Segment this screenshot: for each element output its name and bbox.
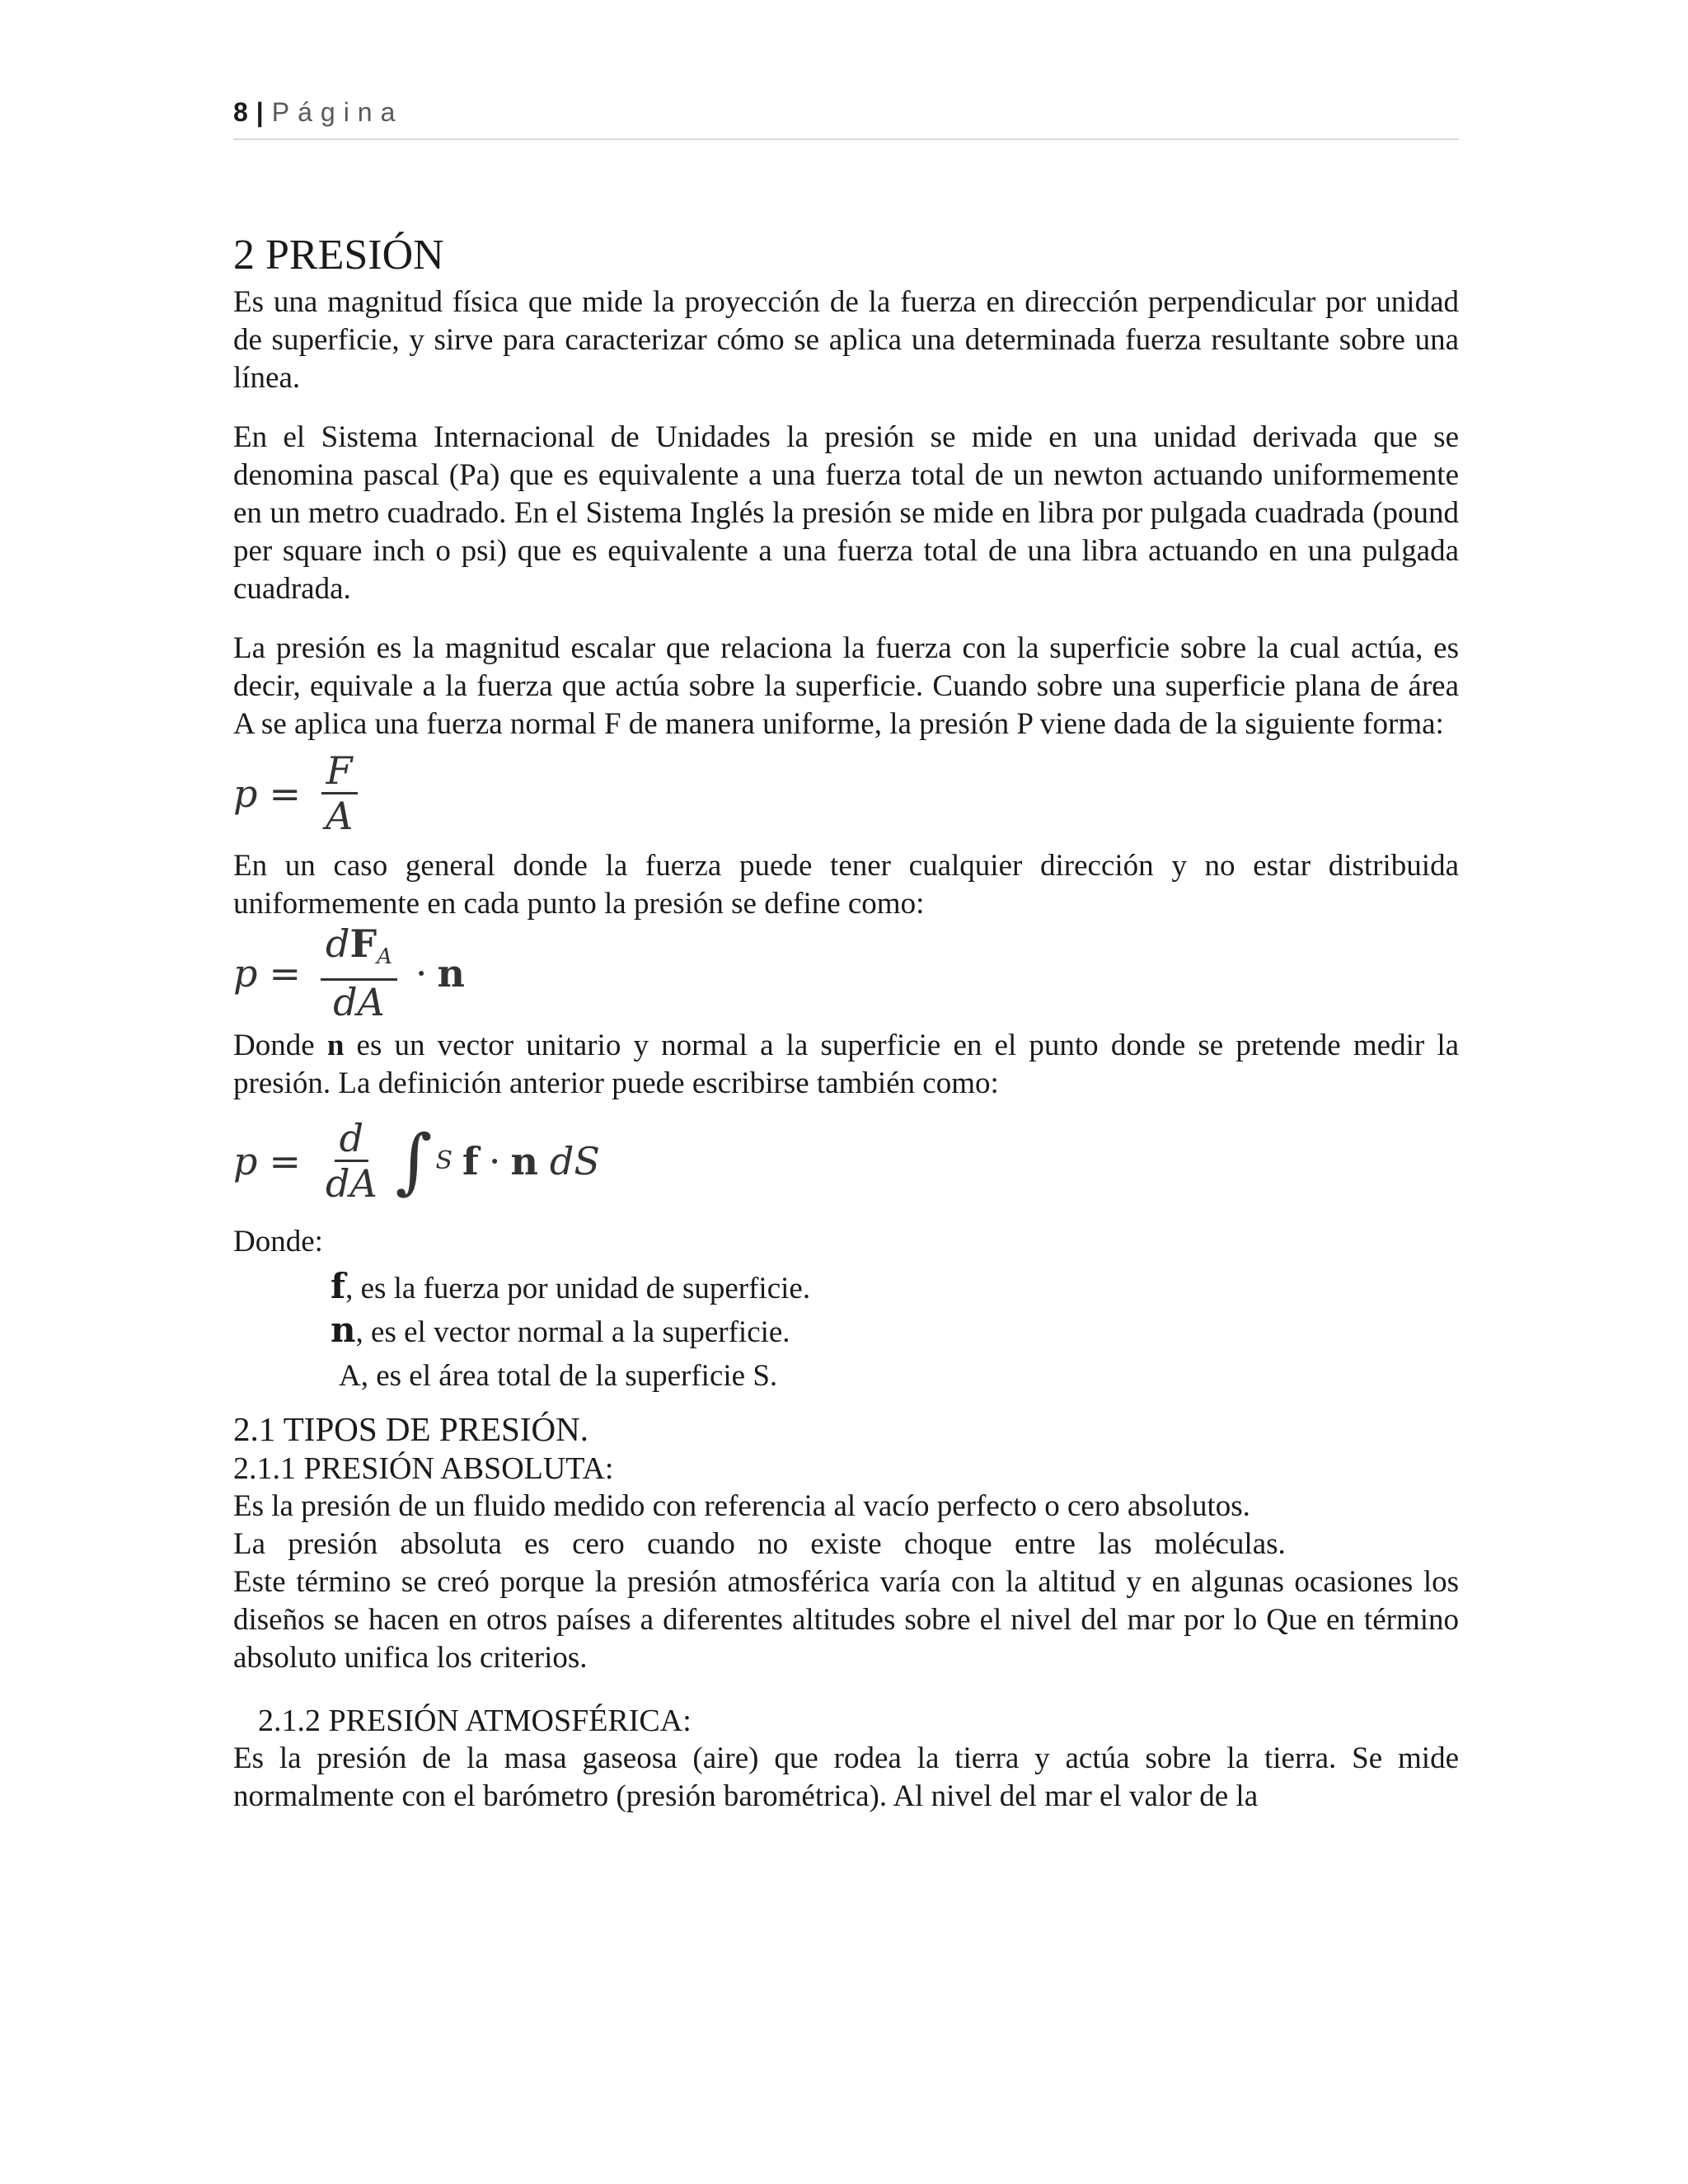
header-separator: | [256, 97, 264, 127]
subsection-title-absolute: 2.1.1 PRESIÓN ABSOLUTA: [233, 1451, 614, 1486]
definitions-list [233, 1266, 1459, 1397]
definition-item: f, es la fuerza por unidad de superficie. [331, 1265, 811, 1306]
fraction: $\frac{dF_A}{dA}$ [321, 922, 397, 1024]
section-title: 2 PRESIÓN [233, 232, 444, 279]
definition-item: n, es el vector normal a la superficie. [331, 1309, 790, 1350]
formula-pressure-simple: p = $\frac{F}{A}$ [233, 748, 1459, 839]
page-number: 8 [233, 97, 248, 127]
paragraph-units: En el Sistema Internacional de Unidades la presión se mide en una unidad derivada que se denomina pascal (Pa) que es equivalente a una fuerza total de un newton actuando uniformemente en un metro cuadrado. En el Sistema Inglés la presión se mide en libra por pulgada cuadrada (pound per square inch o psi) que es equivalente a una fuerza total de una libra actuando en una pulgada cuadrada. [233, 419, 1459, 606]
fraction: $\frac{d}{dA}$ [326, 1116, 377, 1207]
where-label: Donde: [233, 1224, 323, 1258]
atmospheric-text: Es la presión de la masa gaseosa (aire) que rodea la tierra y actúa sobre la tierra. Se mide normalmente con el barómetro (presión barométrica). Al nivel del mar el valor de la [233, 1741, 1459, 1813]
paragraph-where-n: Donde n es un vector unitario y normal a la superficie en el punto donde se pretende medir la presión. La definición anterior puede escribirse también como: [233, 1028, 1460, 1100]
formula-pressure-differential: p = $\frac{dF_A}{dA}$ · n [233, 921, 465, 1025]
absolute-line-1: Es la presión de un fluido medido con referencia al vacío perfecto o cero absolutos. [233, 1488, 1250, 1523]
absolute-line-2: La presión absoluta es cero cuando no existe choque entre las moléculas. [233, 1526, 1286, 1561]
page-content [233, 231, 1459, 1837]
absolute-line-3: Este término se creó porque la presión atmosférica varía con la altitud y en algunas ocasiones los diseños se hacen en otros países a diferentes altitudes sobre el nivel del mar por lo Que en término absoluto unifica los criterios. [233, 1564, 1459, 1675]
integral-sign: ∫ [395, 1119, 433, 1202]
paragraph-scalar: La presión es la magnitud escalar que relaciona la fuerza con la superficie sobre la cual actúa, es decir, equivale a la fuerza que actúa sobre la superficie. Cuando sobre una superficie plana de área A se aplica una fuerza normal F de manera uniforme, la presión P viene dada de la siguiente forma: [233, 630, 1459, 741]
formula-pressure-integral: p = $\frac{d}{dA}$ ∫ S f · n dS [233, 1116, 600, 1207]
paragraph-definition: Es una magnitud física que mide la proyección de la fuerza en dirección perpendicular por unidad de superficie, y sirve para caracterizar cómo se aplica una determinada fuerza resultante sobre una línea. [233, 284, 1459, 395]
subsection-title-types: 2.1 TIPOS DE PRESIÓN. [233, 1409, 588, 1448]
paragraph-general-case: En un caso general donde la fuerza puede tener cualquier dirección y no estar distribuida uniformemente en cada punto la presión se define como: [233, 848, 1459, 921]
definition-item: A, es el área total de la superficie S. [339, 1358, 778, 1393]
subsection-title-atmospheric: 2.1.2 PRESIÓN ATMOSFÉRICA: [258, 1703, 692, 1738]
page-header [233, 97, 1459, 140]
fraction: $\frac{F}{A}$ [321, 749, 358, 837]
page-word: Página [271, 97, 404, 127]
